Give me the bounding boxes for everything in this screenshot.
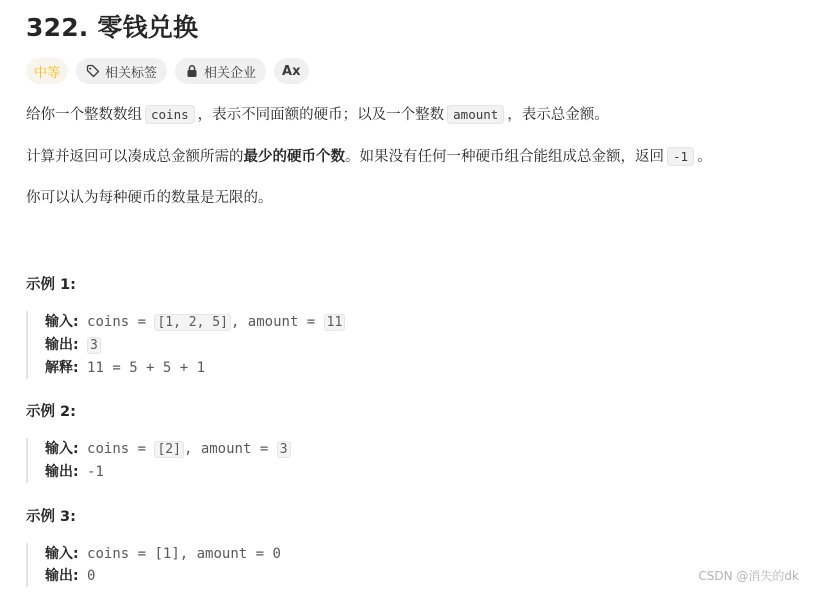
tag-icon [86, 64, 100, 78]
translate-icon: Ax [282, 63, 301, 79]
example-1-input: 输入: coins = [1, 2, 5] , amount = 11 [45, 311, 345, 334]
related-companies-label: 相关企业 [204, 65, 257, 81]
example-1-output: 输出: 3 [45, 334, 345, 357]
inline-code: -1 [667, 147, 694, 166]
description-paragraph-2: 计算并返回可以凑成总金额所需的最少的硬币个数。如果没有任何一种硬币组合能组成总金额，返回 -1 。 [26, 149, 712, 165]
example-2-heading: 示例 2: [26, 404, 76, 420]
example-2-input: 输入: coins = [2] , amount = 3 [45, 438, 291, 461]
lock-icon [185, 64, 199, 78]
example-3-block [26, 543, 281, 587]
example-3-output: 输出: 0 [45, 568, 96, 584]
related-tags-label: 相关标签 [105, 65, 158, 81]
problem-title: 322. 零钱兑换 [26, 13, 199, 42]
tag-row [26, 58, 309, 84]
description-paragraph-1: 给你一个整数数组 coins ，表示不同面额的硬币；以及一个整数 amount ，表示总金额。 [26, 107, 609, 123]
example-3-heading: 示例 3: [26, 509, 76, 525]
related-companies-button[interactable] [175, 58, 266, 84]
related-tags-button[interactable] [76, 58, 167, 84]
example-1-explanation: 解释: 11 = 5 + 5 + 1 [45, 360, 206, 376]
emphasis-text: 最少的硬币个数 [243, 149, 345, 165]
inline-code: coins [145, 105, 195, 124]
watermark: CSDN @消失的dk [698, 569, 799, 583]
inline-code: amount [447, 105, 504, 124]
example-3-input: 输入: coins = [1], amount = 0 [45, 546, 281, 562]
description-paragraph-3: 你可以认为每种硬币的数量是无限的。 [26, 190, 273, 206]
example-1-block [26, 311, 345, 379]
translate-button[interactable] [274, 58, 308, 84]
example-1-heading: 示例 1: [26, 277, 76, 293]
difficulty-badge[interactable]: 中等 [26, 58, 68, 84]
example-2-block [26, 438, 291, 483]
example-2-output: 输出: -1 [45, 464, 104, 480]
